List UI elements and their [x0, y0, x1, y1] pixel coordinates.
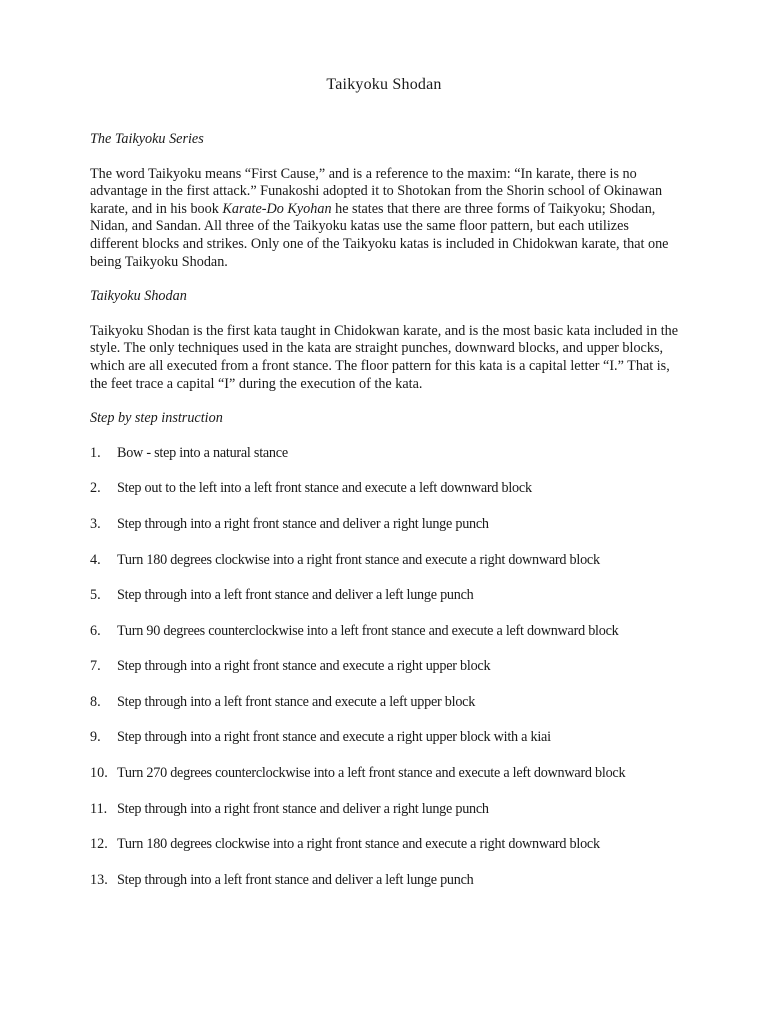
step-number: 6. [90, 622, 101, 639]
paragraph-series [90, 166, 680, 272]
list-item [90, 516, 680, 534]
step-number: 8. [90, 693, 101, 710]
page-title: Taikyoku Shodan [326, 76, 442, 93]
step-text: Step through into a right front stance and execute a right upper block [117, 658, 491, 675]
list-item [90, 445, 680, 463]
list-item [90, 587, 680, 605]
section-heading-series: The Taikyoku Series [90, 131, 204, 147]
step-number: 13. [90, 871, 108, 888]
step-text: Bow - step into a natural stance [117, 444, 288, 461]
list-item [90, 623, 680, 641]
step-number: 11. [90, 800, 108, 817]
step-number: 9. [90, 729, 101, 746]
step-number: 2. [90, 480, 101, 497]
step-text: Turn 180 degrees clockwise into a right front stance and execute a right downward block [117, 551, 600, 568]
step-text: Step through into a right front stance and deliver a right lunge punch [117, 515, 489, 532]
paragraph-shodan: Taikyoku Shodan is the first kata taught in Chidokwan karate, and is the most basic kata included in the style. The only techniques used in the kata are straight punches, downward blocks, and upper blocks, which are all executed from a front stance. The floor pattern for this kata is a capital letter “I.” That is, the feet trace a capital “I” during the execution of the kata. [90, 322, 679, 392]
list-item [90, 765, 680, 783]
step-number: 4. [90, 551, 101, 568]
step-number: 1. [90, 444, 101, 461]
paragraph-series-part-2: he states that there are three forms of Taikyoku; Shodan, Nidan, and Sandan. All three of the Taikyoku katas use the same floor pattern, but each utilizes different blocks and strikes. Only one of the Taikyoku katas is included in Chidokwan karate, that one being Taikyoku Shodan. [90, 200, 669, 270]
step-text: Step through into a right front stance and deliver a right lunge punch [117, 800, 489, 817]
step-number: 7. [90, 658, 101, 675]
step-text: Turn 180 degrees clockwise into a right front stance and execute a right downward block [117, 836, 600, 853]
list-item [90, 729, 680, 747]
step-number: 10. [90, 765, 108, 782]
list-item [90, 872, 680, 890]
list-item [90, 658, 680, 676]
paragraph-series-part-1: The word Taikyoku means “First Cause,” and is a reference to the maxim: “In karate, there is no advantage in the first attack.” Funakoshi adopted it to Shotokan from the Shorin school of Okinawan karate, and in his book [90, 165, 663, 217]
list-item [90, 801, 680, 819]
step-text: Turn 270 degrees counterclockwise into a left front stance and execute a left downward block [117, 765, 626, 782]
step-number: 5. [90, 587, 101, 604]
step-text: Step through into a left front stance and deliver a left lunge punch [117, 871, 474, 888]
step-number: 12. [90, 836, 108, 853]
document-body [90, 131, 680, 907]
step-text: Step through into a left front stance and execute a left upper block [117, 693, 476, 710]
section-heading-steps: Step by step instruction [90, 410, 223, 427]
section-heading-shodan: Taikyoku Shodan [90, 288, 187, 305]
step-text: Step through into a right front stance and execute a right upper block with a kiai [117, 729, 551, 746]
list-item [90, 836, 680, 854]
step-text: Turn 90 degrees counterclockwise into a left front stance and execute a left downward block [117, 622, 619, 639]
list-item [90, 552, 680, 570]
book-title: Karate-Do Kyohan [222, 200, 332, 217]
step-text: Step out to the left into a left front stance and execute a left downward block [117, 480, 532, 497]
steps-list [90, 445, 680, 890]
step-number: 3. [90, 515, 101, 532]
step-text: Step through into a left front stance and deliver a left lunge punch [117, 587, 474, 604]
list-item [90, 694, 680, 712]
list-item [90, 480, 680, 498]
